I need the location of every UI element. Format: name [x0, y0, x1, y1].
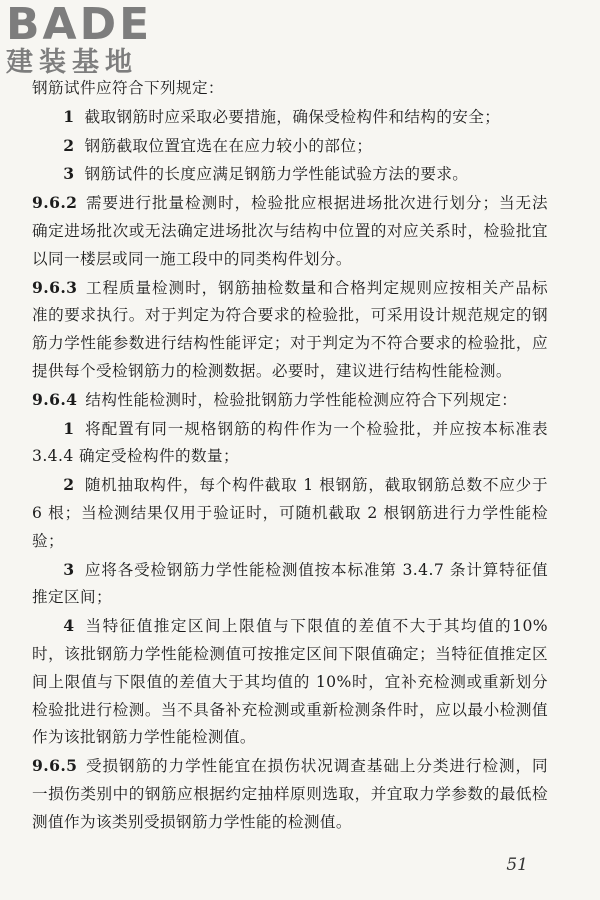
item-number: 3	[63, 164, 75, 184]
list-item	[32, 160, 548, 189]
item-number: 2	[63, 475, 75, 495]
document-body	[32, 75, 548, 837]
item-text: 截取钢筋时应采取必要措施，确保受检构件和结构的安全；	[84, 107, 501, 126]
list-item	[32, 132, 548, 161]
page-number: 51	[506, 855, 528, 875]
item-number: 3	[63, 559, 75, 579]
clause-number: 9.6.3	[32, 277, 78, 297]
clause-text: 需要进行批量检测时，检验批应根据进场批次进行划分；当无法确定进场批次或无法确定进场批次与结构中位置的对应关系时，检验批宜以同一楼层或同一施工段中的同类构件划分。	[32, 194, 548, 268]
item-number: 4	[63, 616, 75, 636]
clause-text: 工程质量检测时，钢筋抽检数量和合格判定规则应按相关产品标准的要求执行。对于判定为符合要求的检验批，可采用设计规范规定的钢筋力学性能参数进行结构性能评定；对于判定为不符合要求的检验批，应提供每个受检钢筋力的检测数据。必要时，建议进行结构性能检测。	[32, 278, 548, 380]
clause-number: 9.6.2	[32, 193, 78, 213]
list-item	[32, 415, 548, 472]
list-item	[32, 103, 548, 132]
logo-chinese-text: 建装基地	[6, 47, 138, 78]
clause-text: 结构性能检测时，检验批钢筋力学性能检测应符合下列规定：	[85, 390, 518, 409]
clause-9-6-4	[32, 386, 548, 415]
item-number: 1	[63, 418, 75, 438]
logo	[6, 2, 186, 78]
clause-number: 9.6.5	[32, 756, 78, 776]
clause-9-6-3	[32, 274, 548, 386]
paragraph-text: 钢筋试件应符合下列规定：	[32, 79, 224, 97]
clause-text: 受损钢筋的力学性能宜在损伤状况调查基础上分类进行检测，同一损伤类别中的钢筋应根据约定抽样原则选取，并宜取力学参数的最低检测值作为该类别受损钢筋力学性能的检测值。	[32, 757, 548, 831]
item-number: 2	[63, 135, 75, 155]
item-text: 随机抽取构件，每个构件截取 1 根钢筋，截取钢筋总数不应少于 6 根；当检测结果仅用于验证时，可随机截取 2 根钢筋进行力学性能检验；	[32, 476, 548, 550]
item-text: 当特征值推定区间上限值与下限值的差值不大于其均值的10%时，该批钢筋力学性能检测值可按推定区间下限值确定；当特征值推定区间上限值与下限值的差值大于其均值的 10%时，宜补充检测或重新划分检验批进行检测。当不具备补充检测或重新检测条件时，应以最小检测值作为该批钢筋力学性能检测值。	[32, 617, 548, 747]
clause-9-6-2	[32, 189, 548, 273]
item-text: 将配置有同一规格钢筋的构件作为一个检验批，并应按本标准表 3.4.4 确定受检构件的数量；	[32, 419, 548, 466]
list-item	[32, 612, 548, 752]
item-text: 钢筋试件的长度应满足钢筋力学性能试验方法的要求。	[84, 165, 469, 184]
paragraph-intro	[32, 75, 548, 103]
clause-9-6-5	[32, 752, 548, 836]
item-number: 1	[63, 106, 75, 126]
logo-wordmark: BADE	[6, 0, 153, 50]
item-text: 钢筋截取位置宜选在在应力较小的部位；	[84, 136, 373, 155]
list-item	[32, 471, 548, 555]
clause-number: 9.6.4	[32, 389, 78, 409]
list-item	[32, 556, 548, 613]
item-text: 应将各受检钢筋力学性能检测值按本标准第 3.4.7 条计算特征值推定区间；	[32, 560, 548, 607]
